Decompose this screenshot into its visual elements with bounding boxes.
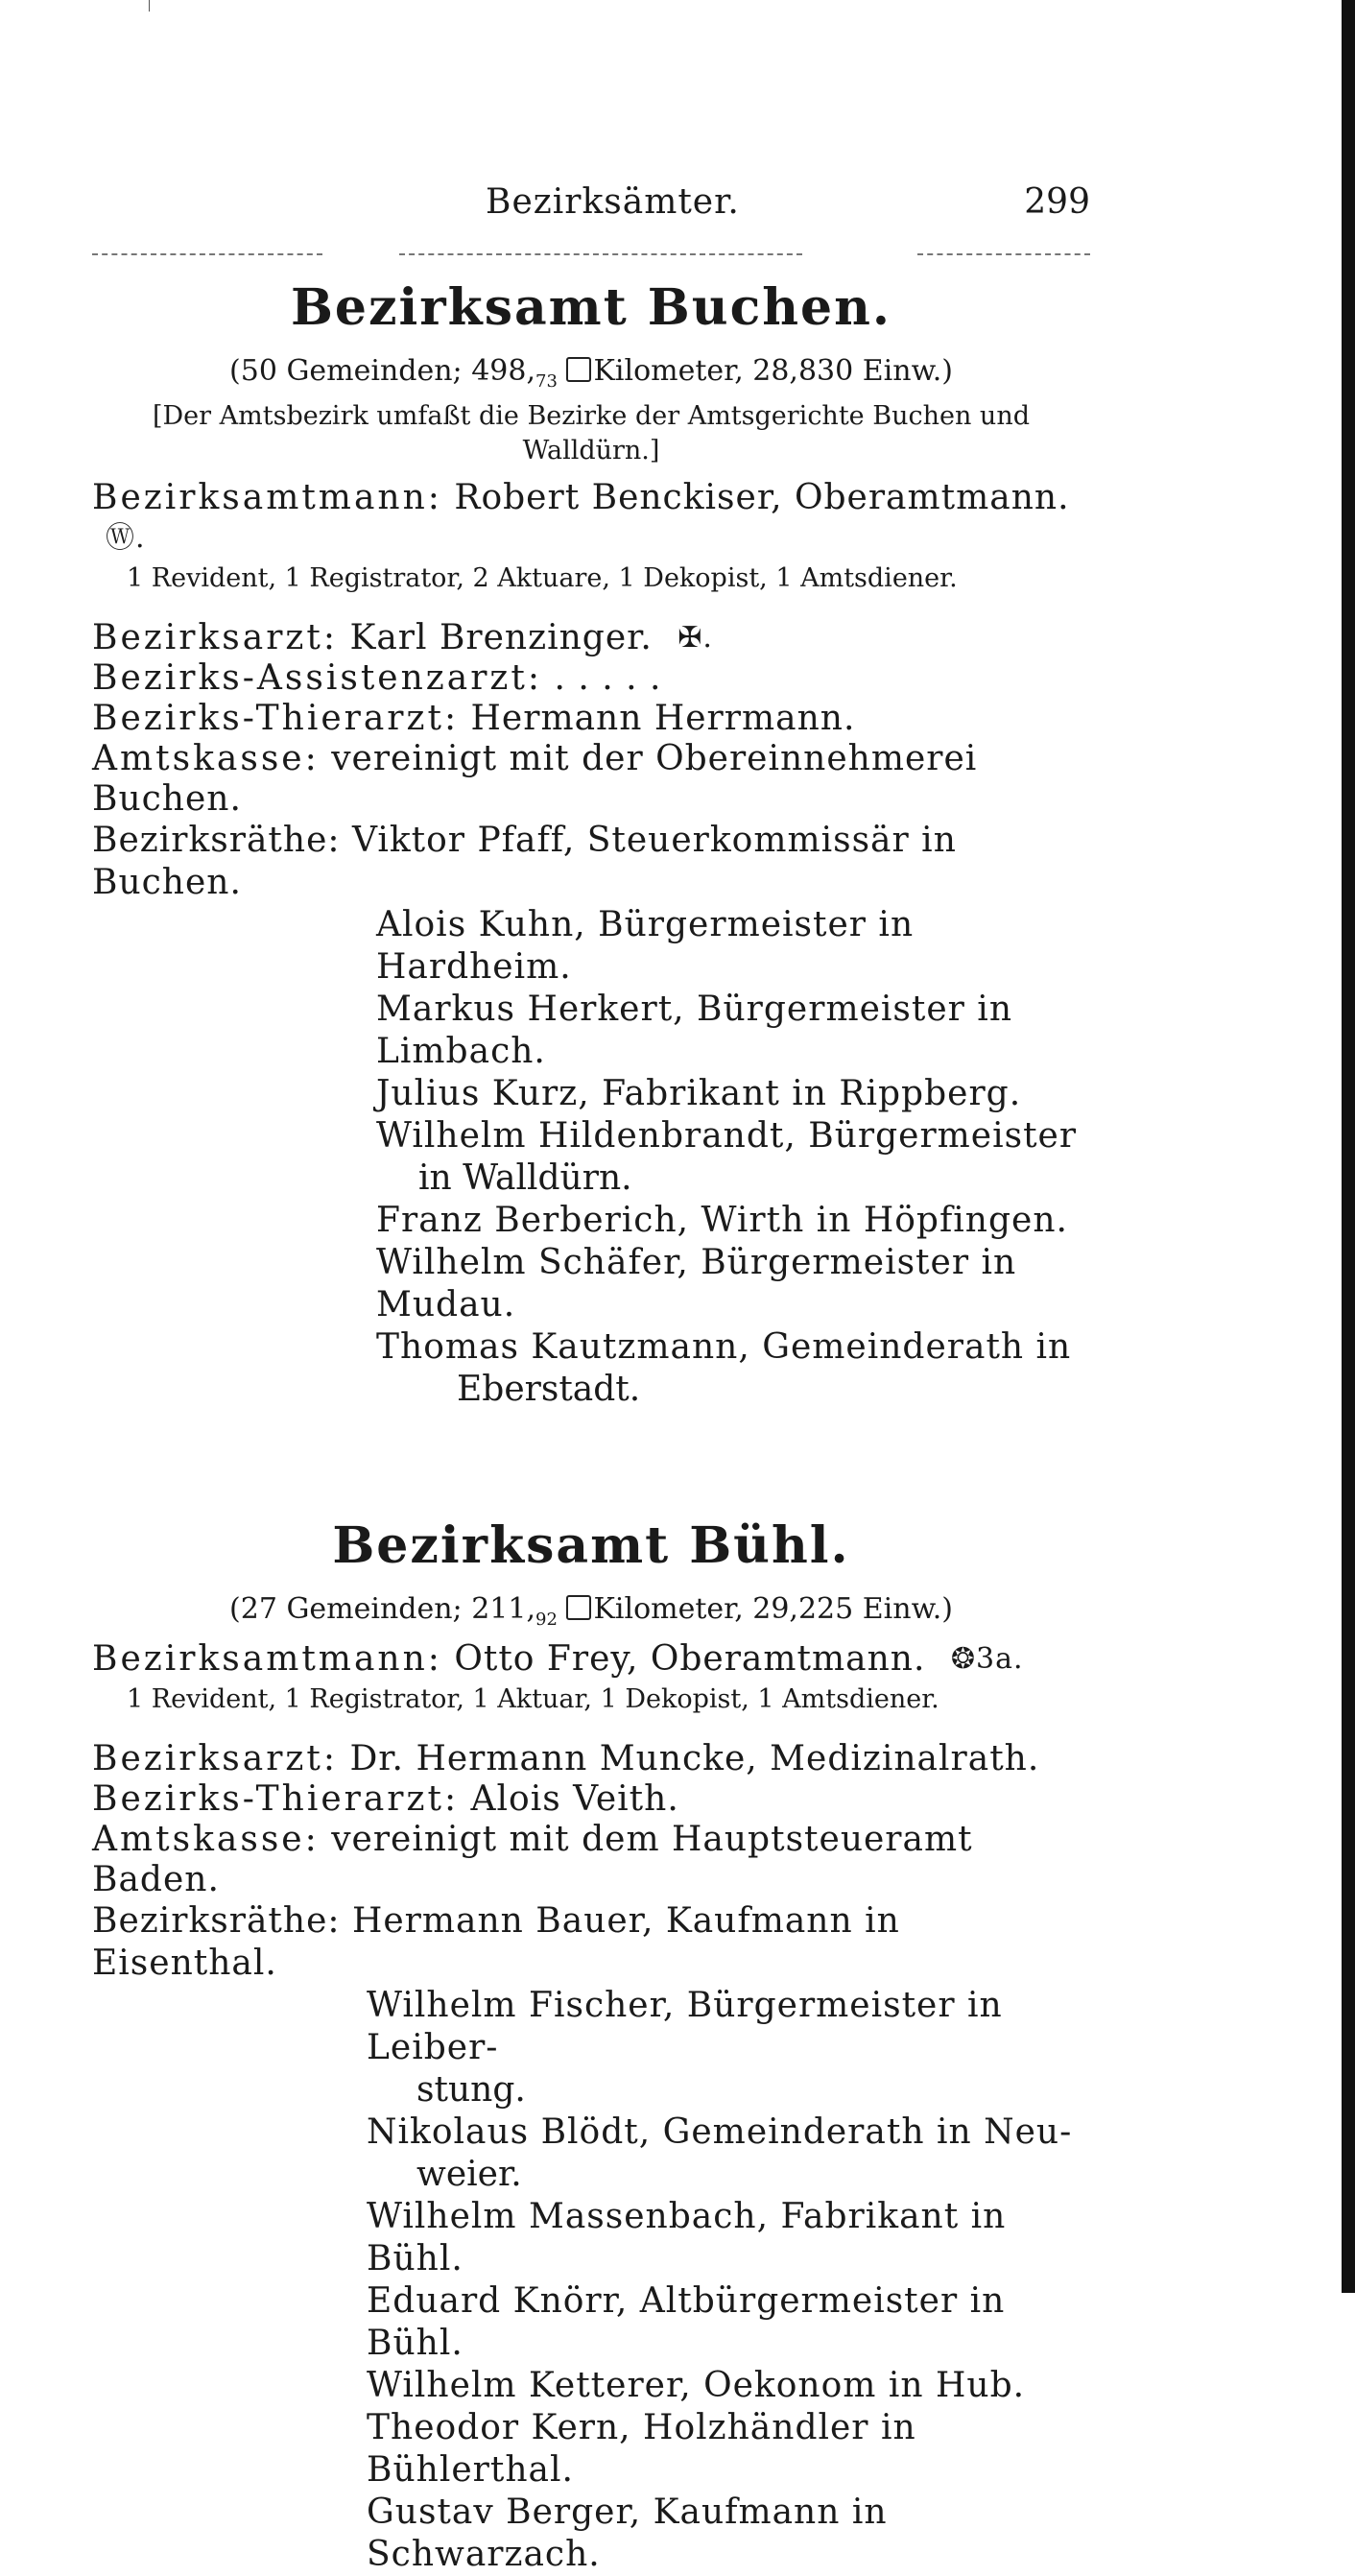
- entry-label: Bezirksamtmann:: [92, 1639, 442, 1679]
- council-member: Markus Herkert, Bürgermeister in Limbach.: [376, 990, 1013, 1071]
- council-member: Eduard Knörr, Altbürgermeister in Bühl.: [367, 2281, 1006, 2363]
- entry-label: Bezirksarzt:: [92, 618, 338, 657]
- entry-veterinarian: [92, 699, 1090, 739]
- council-member-continued: Eberstadt.: [457, 1370, 641, 1409]
- header-rule-right: [917, 253, 1090, 255]
- scan-edge-border: [1342, 0, 1355, 2293]
- council-member: Julius Kurz, Fabrikant in Rippberg.: [376, 1074, 1022, 1113]
- stats-population: Kilometer, 29,225 Einw.): [593, 1592, 953, 1626]
- stats-population: Kilometer, 28,830 Einw.): [593, 354, 953, 388]
- stats-area-decimal: 92: [535, 1610, 558, 1630]
- district-stats: [92, 354, 1090, 392]
- entry-value: vereinigt mit dem Hauptsteueramt Baden.: [92, 1820, 973, 1899]
- stats-area: (50 Gemeinden; 498,: [229, 354, 536, 388]
- square-km-icon: [566, 357, 591, 382]
- entry-label: Bezirksräthe:: [92, 821, 341, 860]
- entry-doctor: [92, 1739, 1090, 1779]
- council-member: Wilhelm Massenbach, Fabrikant in Bühl.: [367, 2197, 1007, 2278]
- staff-line: 1 Revident, 1 Registrator, 1 Aktuar, 1 Dekopist, 1 Amtsdiener.: [127, 1684, 939, 1714]
- entry-value: Dr. Hermann Muncke, Medizinalrath.: [349, 1739, 1040, 1778]
- stats-area-decimal: 73: [535, 371, 558, 392]
- book-page: [92, 182, 1090, 2576]
- entry-value: . . . . .: [554, 658, 662, 698]
- council-list: [92, 820, 1090, 904]
- entry-assistant-doctor: [92, 658, 1090, 699]
- entry-label: Bezirksarzt:: [92, 1739, 338, 1778]
- square-km-icon: [566, 1595, 591, 1620]
- district-note: [Der Amtsbezirk umfaßt die Bezirke der Amtsgerichte Buchen und Walldürn.]: [152, 401, 1030, 465]
- council-member-continued: in Walldürn.: [418, 1158, 632, 1198]
- entry-value: Alois Veith.: [470, 1779, 679, 1819]
- entry-value: Robert Benckiser, Oberamtmann.: [454, 478, 1070, 517]
- running-head-title: Bezirksämter.: [486, 182, 740, 222]
- running-head: [92, 182, 1090, 240]
- council-member: Theodor Kern, Holzhändler in Bühlerthal.: [367, 2408, 916, 2490]
- council-member-continued: stung.: [416, 2070, 526, 2110]
- council-member: Franz Berberich, Wirth in Höpfingen.: [376, 1201, 1068, 1240]
- header-rule-left: [92, 253, 322, 255]
- council-member: Wilhelm Hildenbrandt, Bürgermeister: [376, 1116, 1078, 1156]
- council-member: Gustav Berger, Kaufmann in Schwarzach.: [367, 2493, 888, 2574]
- entry-treasury: [92, 1820, 1090, 1900]
- entry-treasury: [92, 739, 1090, 820]
- entry-value: Karl Brenzinger.: [349, 618, 653, 657]
- entry-label: Amtskasse:: [92, 739, 320, 778]
- council-member: Wilhelm Fischer, Bürgermeister in Leiber-: [367, 1986, 1003, 2067]
- entry-label: Bezirksräthe:: [92, 1901, 341, 1941]
- council-member: Thomas Kautzmann, Gemeinderath in: [376, 1327, 1072, 1367]
- entry-doctor: [92, 618, 1090, 658]
- header-rule-center: [399, 253, 802, 255]
- section-buchen: [92, 278, 1090, 1411]
- order-decoration-icon: ❂3a.: [950, 1642, 1024, 1676]
- page-number: 299: [1024, 182, 1090, 222]
- entry-value: Hermann Herrmann.: [470, 699, 856, 738]
- section-title: Bezirksamt Buchen.: [290, 278, 892, 337]
- section-title: Bezirksamt Bühl.: [332, 1516, 850, 1575]
- entry-label: Bezirksamtmann:: [92, 478, 442, 517]
- staff-line: 1 Revident, 1 Registrator, 2 Aktuare, 1 Dekopist, 1 Amtsdiener.: [127, 563, 958, 593]
- entry-head-official: [92, 1639, 1090, 1680]
- council-member: Nikolaus Blödt, Gemeinderath in Neu-: [367, 2112, 1073, 2152]
- council-member: Wilhelm Schäfer, Bürgermeister in Mudau.: [376, 1243, 1017, 1324]
- entry-value: Otto Frey, Oberamtmann.: [454, 1639, 926, 1679]
- council-list: [92, 1900, 1090, 1985]
- entry-label: Amtskasse:: [92, 1820, 320, 1859]
- entry-label: Bezirks-Thierarzt:: [92, 1779, 460, 1819]
- district-stats: [92, 1592, 1090, 1630]
- council-member: Viktor Pfaff, Steuerkommissär in Buchen.: [92, 821, 957, 902]
- council-member: Alois Kuhn, Bürgermeister in Hardheim.: [376, 905, 915, 987]
- order-decoration-icon: Ⓦ.: [106, 521, 146, 555]
- entry-label: Bezirks-Assistenzarzt:: [92, 658, 542, 698]
- stats-area: (27 Gemeinden; 211,: [229, 1592, 536, 1626]
- council-member-continued: weier.: [416, 2155, 522, 2194]
- section-buehl: [92, 1516, 1090, 2576]
- entry-value: vereinigt mit der Obereinnehmerei Buchen.: [92, 739, 978, 819]
- cross-decoration-icon: ✠.: [678, 621, 713, 655]
- entry-veterinarian: [92, 1779, 1090, 1820]
- council-member: Wilhelm Ketterer, Oekonom in Hub.: [367, 2366, 1026, 2405]
- entry-label: Bezirks-Thierarzt:: [92, 699, 460, 738]
- entry-head-official: [92, 478, 1090, 559]
- council-member: Hermann Bauer, Kaufmann in Eisenthal.: [92, 1901, 900, 1983]
- top-edge-mark: [149, 0, 150, 12]
